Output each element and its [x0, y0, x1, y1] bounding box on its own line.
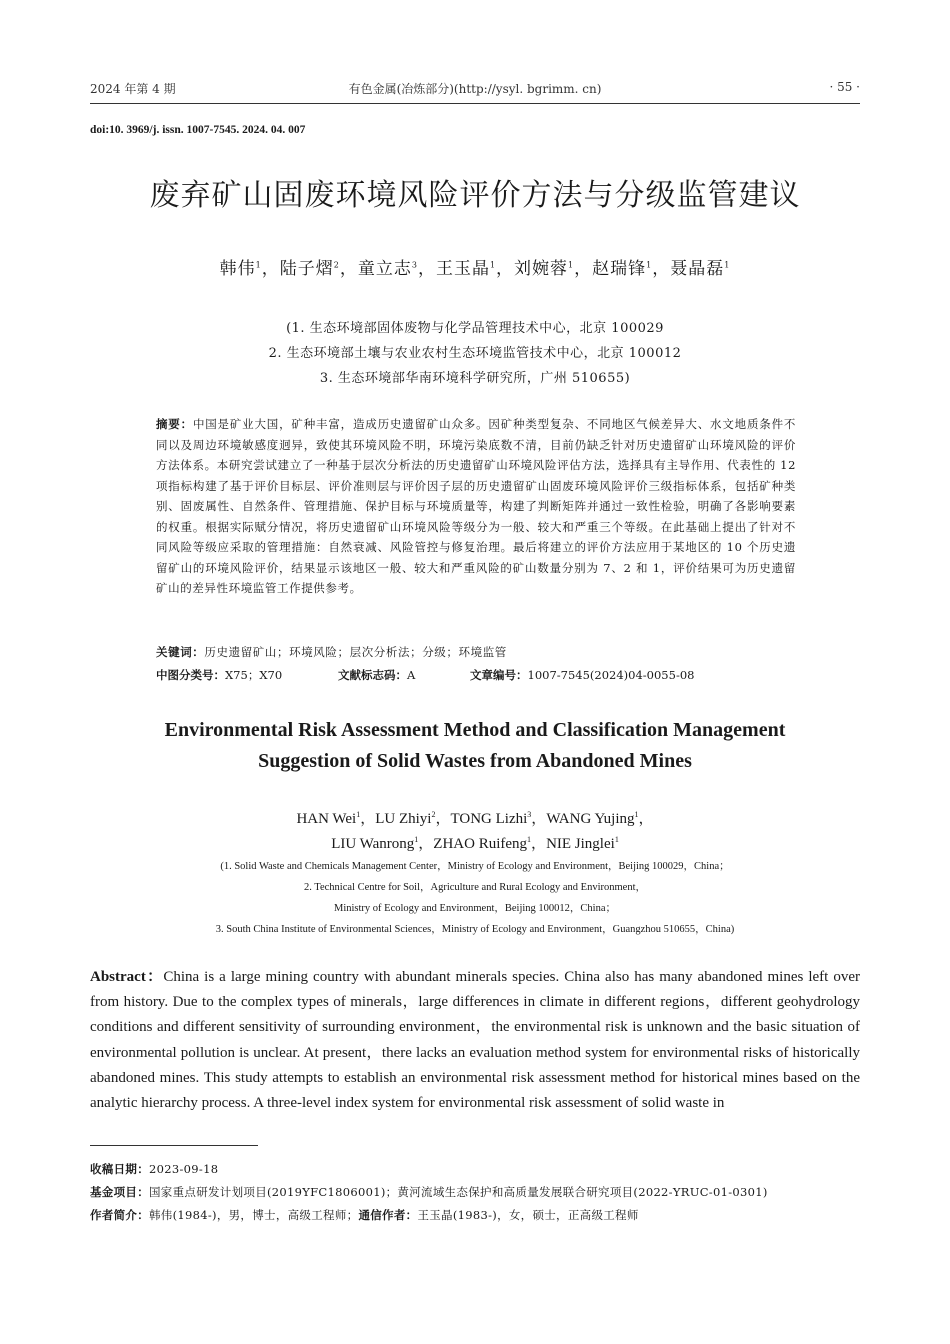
title-en-line1: Environmental Risk Assessment Method and Classification Management	[164, 719, 786, 741]
abstract-en-label: Abstract：	[90, 969, 164, 985]
affiliation-en-1: (1. Solid Waste and Chemicals Management Center，Ministry of Ecology and Environment，Beijing 100029，China；	[220, 861, 730, 872]
authors-english-line2	[0, 832, 950, 853]
keywords-chinese	[156, 644, 507, 660]
journal-name: 有色金属(冶炼部分)(http://ysyl. bgrimm. cn)	[348, 82, 602, 96]
abstract-english	[90, 965, 860, 1116]
author-en: NIE Jinglei$^1$	[546, 835, 619, 852]
author-en: TONG Lizhi$^3$，	[450, 810, 547, 827]
affiliation-cn-1: (1. 生态环境部固体废物与化学品管理技术中心，北京 100029	[286, 321, 664, 336]
issue-label: 2024 年第 4 期	[90, 82, 176, 96]
author-en: LU Zhiyi$^2$，	[375, 810, 451, 827]
fund-project: 基金项目：国家重点研发计划项目(2019YFC1806001)；黄河流域生态保护和高质量发展联合研究项目(2022-YRUC-01-0301)	[90, 1185, 768, 1199]
abstract-cn-label: 摘要：	[156, 417, 193, 431]
abstract-cn-text: 中国是矿业大国，矿种丰富，造成历史遗留矿山众多。因矿种类型复杂、不同地区气候差异大、水文地质条件不同以及周边环境敏感度迥异，致使其环境风险不明，环境污染底数不清，目前仍缺乏针对历史遗留矿山环境风险的评价方法体系。本研究尝试建立了一种基于层次分析法的历史遗留矿山环境风险评估方法，选择具有主导作用、代表性的 12 项指标构建了基于评价目标层、评价准则层与评价因子层的历史遗留矿山固废环境风险评价三级指标体系，包括矿种类别、固废属性、自然条件、管理措施、保护目标与环境质量等，构建了判断矩阵并通过一致性检验，明确了各影响要素的权重。根据实际赋分情况，将历史遗留矿山环境风险等级分为一般、较大和严重三个等级。在此基础上提出了针对不同风险等级应采取的管理措施：自然衰减、风险管控与修复治理。最后将建立的评价方法应用于某地区的 10 个历史遗留矿山的环境风险评价，结果显示该地区一般、较大和严重风险的矿山数量分别为 7、2 和 1，评价结果可为历史遗留矿山的差异性环境监管工作提供参考。	[156, 417, 796, 595]
title-english	[0, 715, 950, 777]
author-cn: 赵瑞锋$^1$，	[592, 259, 671, 279]
header-rule	[90, 103, 860, 104]
authors-chinese	[0, 254, 950, 279]
article-number: 文章编号：1007-7545(2024)04-0055-08	[470, 668, 695, 682]
abstract-chinese	[156, 414, 796, 599]
author-en: ZHAO Ruifeng$^1$，	[433, 835, 547, 852]
author-cn: 聂晶磊$^1$	[670, 259, 731, 279]
author-en: LIU Wanrong$^1$，	[331, 835, 434, 852]
affiliation-en-3: 3. South China Institute of Environmental Sciences，Ministry of Ecology and Environment，Guangzhou 510655，China)	[215, 924, 735, 935]
running-header	[90, 80, 860, 100]
authors-english-line1	[0, 807, 950, 828]
affiliation-cn-2: 2. 生态环境部土壤与农业农村生态环境监管技术中心，北京 100012	[268, 346, 682, 361]
affiliation-en-2b: Ministry of Ecology and Environment，Beijing 100012，China；	[333, 903, 616, 914]
author-cn: 王玉晶$^1$，	[435, 259, 515, 279]
author-en: WANG Yujing$^1$，	[546, 810, 654, 827]
author-cn: 童立志$^3$，	[357, 259, 436, 279]
footnote-rule	[90, 1145, 258, 1146]
document-code: 文献标志码：A	[338, 668, 416, 682]
title-chinese: 废弃矿山固废环境风险评价方法与分级监管建议	[149, 178, 801, 213]
doi: doi:10. 3969/j. issn. 1007-7545. 2024. 04. 007	[90, 124, 306, 136]
author-bio: 作者简介：韩伟(1984-)，男，博士，高级工程师；通信作者：王玉晶(1983-)，女，硕士，正高级工程师	[90, 1208, 639, 1222]
page-number: · 55 ·	[829, 80, 860, 94]
title-en-line2: Suggestion of Solid Wastes from Abandoned Mines	[258, 750, 692, 772]
abstract-en-text: China is a large mining country with abundant minerals species. China also has many abandoned mines left over from history. Due to the complex types of minerals，large differences in climate in different regions，different geohydrology conditions and different sensitivity of surrounding environment，the environmental risk is unknown and the basic situation of environmental pollution is unclear. At present，there lacks an evaluation method system for environmental risks of historically abandoned mines. This study attempts to establish an environmental risk assessment method for historical mines based on the analytic hierarchy process. A three-level index system for environmental risk assessment of solid waste in	[90, 969, 860, 1112]
clc-number: 中图分类号：X75；X70	[156, 668, 283, 682]
affiliation-en-2: 2. Technical Centre for Soil，Agriculture and Rural Ecology and Environment，	[304, 882, 646, 893]
keywords-text: 历史遗留矿山；环境风险；层次分析法；分级；环境监管	[204, 645, 507, 659]
received-date: 收稿日期：2023-09-18	[90, 1162, 219, 1176]
affiliation-cn-3: 3. 生态环境部华南环境科学研究所，广州 510655)	[319, 371, 631, 386]
keywords-label: 关键词：	[156, 645, 205, 659]
author-en: HAN Wei$^1$，	[296, 810, 376, 827]
author-cn: 陆子熠$^2$，	[279, 259, 358, 279]
author-cn: 刘婉蓉$^1$，	[514, 259, 593, 279]
author-cn: 韩伟$^1$，	[219, 259, 280, 279]
